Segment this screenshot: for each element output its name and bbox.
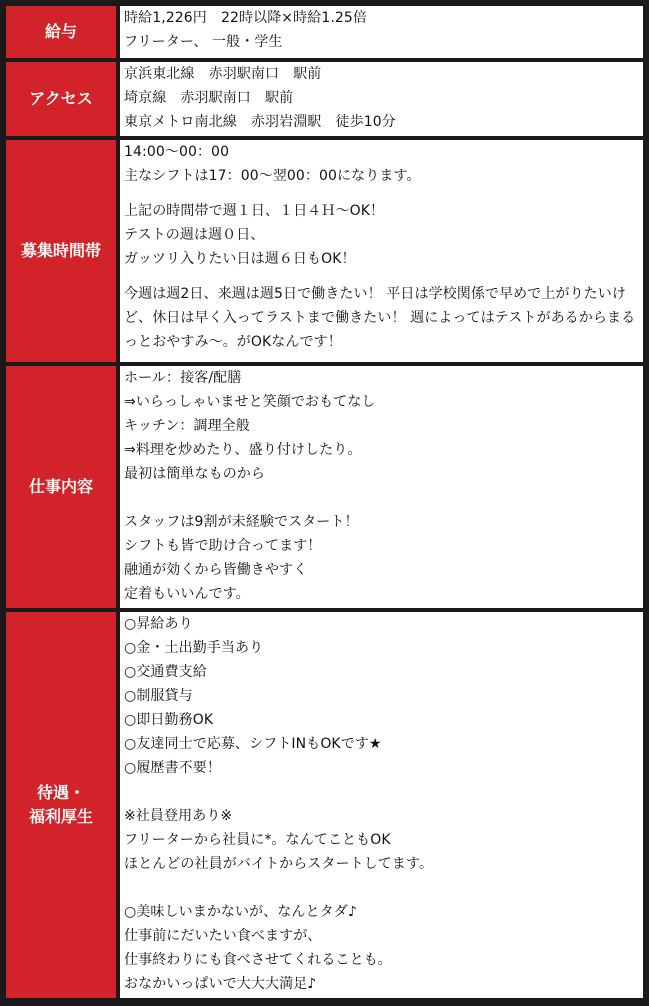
- label-access: アクセス: [4, 60, 120, 138]
- access-line-1: 京浜東北線 赤羽駅南口 駅前: [124, 66, 322, 82]
- label-benefits-line-2: 福利厚生: [28, 807, 93, 826]
- row-salary: [4, 4, 645, 60]
- hours-gap-2: [124, 271, 639, 282]
- hours-line-4: テストの週は週０日、: [124, 227, 265, 243]
- salary-rate: 時給1,226円 22時以降×時給1.25倍: [124, 10, 367, 26]
- benefit-line-13: 仕事終わりにも食べさせてくれることも。: [124, 952, 392, 968]
- label-hours: 募集時間帯: [4, 138, 120, 364]
- benefit-line-1: ○昇給あり: [124, 616, 193, 632]
- content-hours: [120, 138, 645, 364]
- benefit-line-8: ※社員登用あり※: [124, 808, 233, 824]
- access-line-2: 埼京線 赤羽駅南口 駅前: [124, 90, 294, 106]
- job-line-4: ⇒料理を炒めたり、盛り付けしたり。: [124, 442, 362, 458]
- benefit-gap-1: [124, 780, 639, 804]
- row-access: [4, 60, 645, 138]
- job-gap-1: [124, 486, 639, 510]
- label-benefits-line-1: 待遇・: [36, 783, 85, 802]
- job-line-7: シフトも皆で助け合ってます！: [124, 538, 322, 554]
- job-line-6: スタッフは9割が未経験でスタート！: [124, 514, 359, 530]
- content-benefits: [120, 610, 645, 1000]
- label-job: 仕事内容: [4, 364, 120, 610]
- benefit-line-14: おなかいっぱいで大大大満足♪: [124, 976, 317, 992]
- benefit-line-7: ○履歴書不要！: [124, 760, 221, 776]
- label-benefits: [4, 610, 120, 1000]
- hours-line-3: 上記の時間帯で週１日、１日４Ｈ～OK！: [124, 203, 385, 219]
- benefit-line-4: ○制服貸与: [124, 688, 193, 704]
- salary-target: フリーター、 一般・学生: [124, 34, 283, 50]
- row-benefits: [4, 610, 645, 1000]
- content-access: [120, 60, 645, 138]
- row-job: [4, 364, 645, 610]
- job-line-5: 最初は簡単なものから: [124, 466, 265, 482]
- benefit-line-11: ○美味しいまかないが、なんとタダ♪: [124, 904, 357, 920]
- hours-line-1: 14:00～00：00: [124, 144, 230, 160]
- job-line-1: ホール：接客/配膳: [124, 370, 242, 386]
- hours-gap-1: [124, 188, 639, 199]
- job-info-table: [4, 4, 645, 1000]
- benefit-line-6: ○友達同士で応募、シフトINもOKです★: [124, 736, 382, 752]
- benefit-line-12: 仕事前にだいたい食べますが、: [124, 928, 322, 944]
- content-job: [120, 364, 645, 610]
- job-line-8: 融通が効くから皆働きやすく: [124, 562, 308, 578]
- label-salary: 給与: [4, 4, 120, 60]
- access-line-3: 東京メトロ南北線 赤羽岩淵駅 徒歩10分: [124, 114, 396, 130]
- benefit-line-10: ほとんどの社員がバイトからスタートしてます。: [124, 856, 434, 872]
- benefit-line-5: ○即日勤務OK: [124, 712, 214, 728]
- hours-paragraph: 今週は週2日、来週は週5日で働きたい！ 平日は学校関係で早めで上がりたいけど、休日は早く入ってラストまで働きたい！ 週によってはテストがあるからまるっとおやすみ～。がOKなんです！: [124, 286, 636, 350]
- benefit-line-2: ○金・土出勤手当あり: [124, 640, 264, 656]
- benefit-line-3: ○交通費支給: [124, 664, 207, 680]
- job-line-3: キッチン：調理全般: [124, 418, 250, 434]
- benefit-line-9: フリーターから社員に*。なんてこともOK: [124, 832, 391, 848]
- row-hours: [4, 138, 645, 364]
- hours-line-5: ガッツリ入りたい日は週６日もOK！: [124, 251, 356, 267]
- benefit-gap-2: [124, 876, 639, 900]
- content-salary: [120, 4, 645, 60]
- job-line-9: 定着もいいんです。: [124, 586, 250, 602]
- hours-line-2: 主なシフトは17：00～翌00：00になります。: [124, 168, 421, 184]
- job-line-2: ⇒いらっしゃいませと笑顔でおもてなし: [124, 394, 376, 410]
